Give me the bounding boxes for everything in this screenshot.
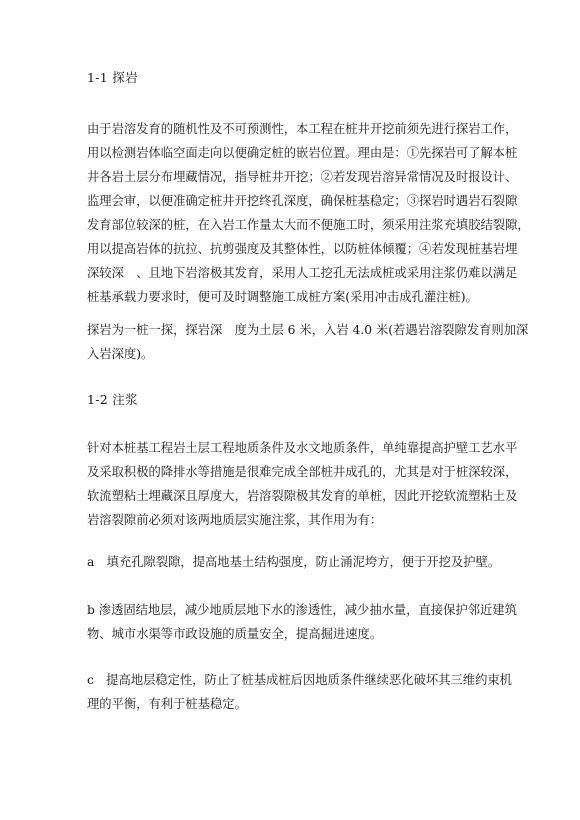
paragraph-line: 理的平衡，有利于桩基稳定。 xyxy=(87,697,247,711)
paragraph-line: 针对本桩基工程岩土层工程地质条件及水文地质条件，单纯靠提高护壁工艺水平 xyxy=(87,441,518,455)
paragraph-line: 用以提高岩体的抗拉、抗剪强度及其整体性，以防桩体倾覆；④若发现桩基岩埋 xyxy=(87,242,518,256)
paragraph-line: 井各岩土层分布埋藏情况，指导桩井开挖；②若发现岩溶异常情况及时报设计、 xyxy=(87,170,518,184)
paragraph-line: 深较深 、且地下岩溶极其发育，采用人工挖孔无法成桩或采用注浆仍难以满足 xyxy=(87,266,518,280)
paragraph-line: b 渗透固结地层，减少地质层地下水的渗透性，减少抽水量，直接保护邻近建筑 xyxy=(87,603,517,617)
paragraph-line: 监理会审，以便准确定桩井开挖终孔深度，确保桩基稳定；③探岩时遇岩石裂隙 xyxy=(87,194,518,208)
paragraph-grouting-intro xyxy=(87,436,518,532)
paragraph-probing-depth xyxy=(87,318,529,366)
section-heading-1-1: 1-1 探岩 xyxy=(87,70,138,85)
list-item-a xyxy=(87,550,507,574)
paragraph-line: 发育部位较深的桩，在入岩工作量太大而不便施工时，须采用注浆充填胶结裂隙， xyxy=(87,218,530,232)
paragraph-rock-probing-reasons xyxy=(87,117,530,309)
list-item-b xyxy=(87,598,517,646)
list-item-c xyxy=(87,668,512,716)
paragraph-line: 探岩为一桩一探，探岩深 度为土层 6 米，入岩 4.0 米(若遇岩溶裂隙发育则加深 xyxy=(87,323,529,337)
section-heading-1-2: 1-2 注浆 xyxy=(87,392,138,407)
paragraph-line: 入岩深度)。 xyxy=(87,347,154,361)
paragraph-line: 由于岩溶发育的随机性及不可预测性，本工程在桩井开挖前须先进行探岩工作， xyxy=(87,122,518,136)
paragraph-line: 及采取积极的降排水等措施是很难完成全部桩井成孔的，尤其是对于桩深较深， xyxy=(87,465,518,479)
paragraph-line: 桩基承载力要求时，便可及时调整施工成桩方案(采用冲击成孔灌注桩)。 xyxy=(87,290,478,304)
paragraph-line: 用以检测岩体临空面走向以便确定桩的嵌岩位置。理由是：①先探岩可了解本桩 xyxy=(87,146,518,160)
paragraph-line: c 提高地层稳定性，防止了桩基成桩后因地质条件继续恶化破坏其三维约束机 xyxy=(87,673,512,687)
paragraph-line: a 填充孔隙裂隙，提高地基土结构强度，防止涌泥垮方，便于开挖及护壁。 xyxy=(87,555,501,569)
paragraph-line: 软流塑粘土埋藏深且厚度大，岩溶裂隙极其发育的单桩，因此开挖软流塑粘土及 xyxy=(87,489,518,503)
paragraph-line: 物、城市水渠等市政设施的质量安全，提高掘进速度。 xyxy=(87,627,383,641)
paragraph-line: 岩溶裂隙前必须对该两地质层实施注浆，其作用为有： xyxy=(87,513,383,527)
